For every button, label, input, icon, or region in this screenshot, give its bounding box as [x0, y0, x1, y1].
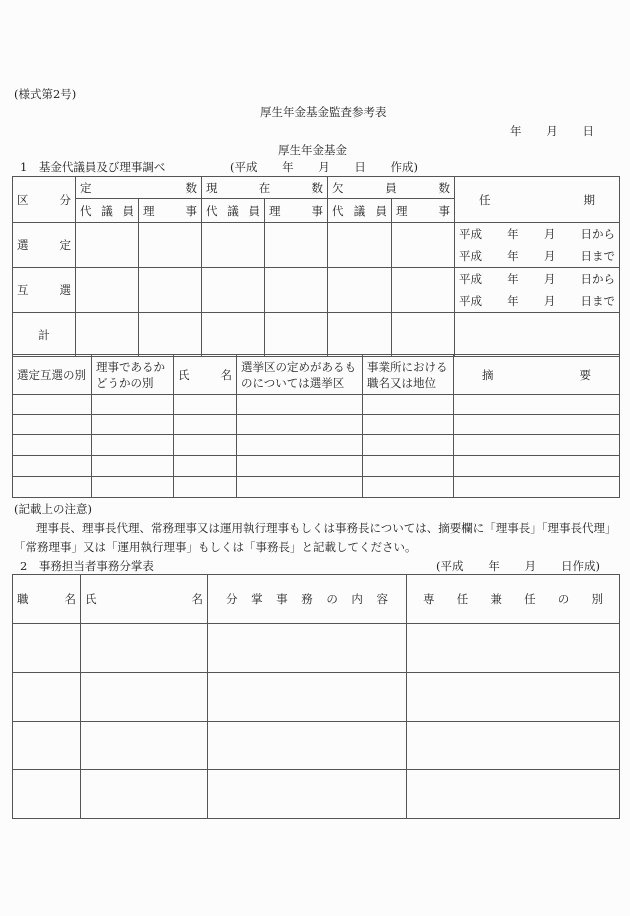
cell[interactable]	[392, 268, 455, 313]
table-row-total	[13, 313, 620, 357]
header-fulltime-concurrent: 専 任 兼 任 の 別	[407, 575, 620, 624]
directors-subheader: 理 事	[265, 199, 328, 223]
header-appointed-elected: 選定互選の別	[13, 355, 92, 395]
header-workplace-position: 事業所における 職名又は地位	[363, 355, 454, 395]
term-header: 任 期	[455, 177, 620, 223]
day-created-label: 日作成)	[560, 559, 600, 573]
delegates-subheader: 代 議 員	[76, 199, 139, 223]
month-label: 月	[546, 124, 558, 138]
cell[interactable]	[407, 722, 620, 770]
term-cell[interactable]: 平成 年 月 日から 平成 年 月 日まで	[455, 223, 620, 268]
cell[interactable]	[237, 435, 363, 456]
cell[interactable]	[81, 673, 208, 722]
table-row	[13, 435, 620, 456]
table-row	[13, 673, 620, 722]
cell[interactable]	[13, 770, 81, 819]
cell[interactable]	[208, 770, 407, 819]
row-label: 互 選	[13, 268, 76, 313]
cell[interactable]	[13, 456, 92, 477]
cell[interactable]	[328, 313, 392, 357]
category-header: 区 分	[13, 177, 76, 223]
header-remarks: 摘 要	[454, 355, 620, 395]
section2-created	[436, 558, 600, 574]
staff-duties-table	[12, 574, 620, 819]
section2-heading: 2 事務担当者事務分掌表	[20, 559, 154, 573]
cell[interactable]	[174, 477, 237, 498]
cell[interactable]	[237, 456, 363, 477]
fund-name: 厚生年金基金	[278, 143, 347, 157]
term-cell[interactable]	[455, 313, 620, 357]
cell[interactable]	[76, 313, 139, 357]
year-label: 年	[510, 124, 522, 138]
era-label: (平成	[230, 160, 258, 174]
cell[interactable]	[237, 395, 363, 415]
header-position: 職 名	[13, 575, 81, 624]
table-row	[13, 456, 620, 477]
cell[interactable]	[92, 395, 174, 415]
cell[interactable]	[407, 673, 620, 722]
term-cell[interactable]: 平成 年 月 日から 平成 年 月 日まで	[455, 268, 620, 313]
cell[interactable]	[363, 395, 454, 415]
created-label: 作成)	[390, 160, 418, 174]
cell[interactable]	[208, 722, 407, 770]
cell[interactable]	[202, 223, 265, 268]
cell[interactable]	[81, 722, 208, 770]
cell[interactable]	[454, 415, 620, 435]
cell[interactable]	[363, 456, 454, 477]
cell[interactable]	[174, 395, 237, 415]
cell[interactable]	[328, 268, 392, 313]
day-label: 日	[582, 124, 594, 138]
year-label: 年	[282, 160, 294, 174]
cell[interactable]	[454, 456, 620, 477]
note-line-2: 「常務理事」又は「運用執行理事」もしくは「事務長」と記載してください。	[14, 540, 417, 554]
cell[interactable]	[13, 435, 92, 456]
cell[interactable]	[76, 223, 139, 268]
vacancy-count-header: 欠 員 数	[328, 177, 455, 199]
cell[interactable]	[92, 435, 174, 456]
cell[interactable]	[202, 313, 265, 357]
cell[interactable]	[328, 223, 392, 268]
cell[interactable]	[92, 415, 174, 435]
cell[interactable]	[139, 313, 202, 357]
cell[interactable]	[174, 415, 237, 435]
year-label: 年	[488, 559, 500, 573]
cell[interactable]	[407, 770, 620, 819]
page-title: 厚生年金基金監査参考表	[260, 105, 387, 119]
cell[interactable]	[208, 624, 407, 673]
cell[interactable]	[237, 477, 363, 498]
cell[interactable]	[208, 673, 407, 722]
cell[interactable]	[81, 624, 208, 673]
member-details-table	[12, 354, 620, 498]
cell[interactable]	[13, 415, 92, 435]
cell[interactable]	[81, 770, 208, 819]
delegates-subheader: 代 議 員	[202, 199, 265, 223]
note-title: (記載上の注意)	[14, 502, 92, 516]
table-row	[13, 395, 620, 415]
day-label: 日	[354, 160, 366, 174]
cell[interactable]	[454, 395, 620, 415]
date-line	[510, 123, 594, 139]
cell[interactable]	[174, 435, 237, 456]
cell[interactable]	[392, 223, 455, 268]
table-row	[13, 624, 620, 673]
cell[interactable]	[174, 456, 237, 477]
cell[interactable]	[139, 223, 202, 268]
directors-subheader: 理 事	[139, 199, 202, 223]
row-label: 選 定	[13, 223, 76, 268]
directors-subheader: 理 事	[392, 199, 455, 223]
fixed-count-header: 定 数	[76, 177, 202, 199]
delegates-subheader: 代 議 員	[328, 199, 392, 223]
cell[interactable]	[363, 415, 454, 435]
era-label: (平成	[436, 559, 464, 573]
cell[interactable]	[13, 395, 92, 415]
table-row	[13, 415, 620, 435]
note-line-1: 理事長、理事長代理、常務理事又は運用執行理事もしくは事務長については、摘要欄に「理事長」「理事長代理」	[36, 521, 617, 535]
table-row-appointed	[13, 223, 620, 268]
cell[interactable]	[13, 673, 81, 722]
cell[interactable]	[92, 456, 174, 477]
table-row	[13, 770, 620, 819]
header-name: 氏 名	[174, 355, 237, 395]
cell[interactable]	[13, 477, 92, 498]
cell[interactable]	[76, 268, 139, 313]
cell[interactable]	[363, 435, 454, 456]
cell[interactable]	[454, 477, 620, 498]
table-row	[13, 477, 620, 498]
table-row-elected	[13, 268, 620, 313]
cell[interactable]	[237, 415, 363, 435]
cell[interactable]	[363, 477, 454, 498]
members-count-table	[12, 176, 620, 357]
cell[interactable]	[454, 435, 620, 456]
cell[interactable]	[13, 722, 81, 770]
header-electoral-district: 選挙区の定めがあるも のについては選挙区	[237, 355, 363, 395]
header-name: 氏 名	[81, 575, 208, 624]
form-number: (様式第2号)	[14, 87, 77, 101]
row-label: 計	[13, 313, 76, 357]
header-is-director: 理事であるか どうかの別	[92, 355, 174, 395]
section1-created	[230, 159, 418, 175]
month-label: 月	[318, 160, 330, 174]
current-count-header: 現 在 数	[202, 177, 328, 199]
cell[interactable]	[139, 268, 202, 313]
cell[interactable]	[265, 268, 328, 313]
month-label: 月	[524, 559, 537, 573]
cell[interactable]	[407, 624, 620, 673]
cell[interactable]	[265, 313, 328, 357]
section1-heading: 1 基金代議員及び理事調べ	[20, 160, 166, 174]
cell[interactable]	[92, 477, 174, 498]
cell[interactable]	[13, 624, 81, 673]
cell[interactable]	[392, 313, 455, 357]
table-row	[13, 722, 620, 770]
cell[interactable]	[202, 268, 265, 313]
cell[interactable]	[265, 223, 328, 268]
header-duties: 分 掌 事 務 の 内 容	[208, 575, 407, 624]
